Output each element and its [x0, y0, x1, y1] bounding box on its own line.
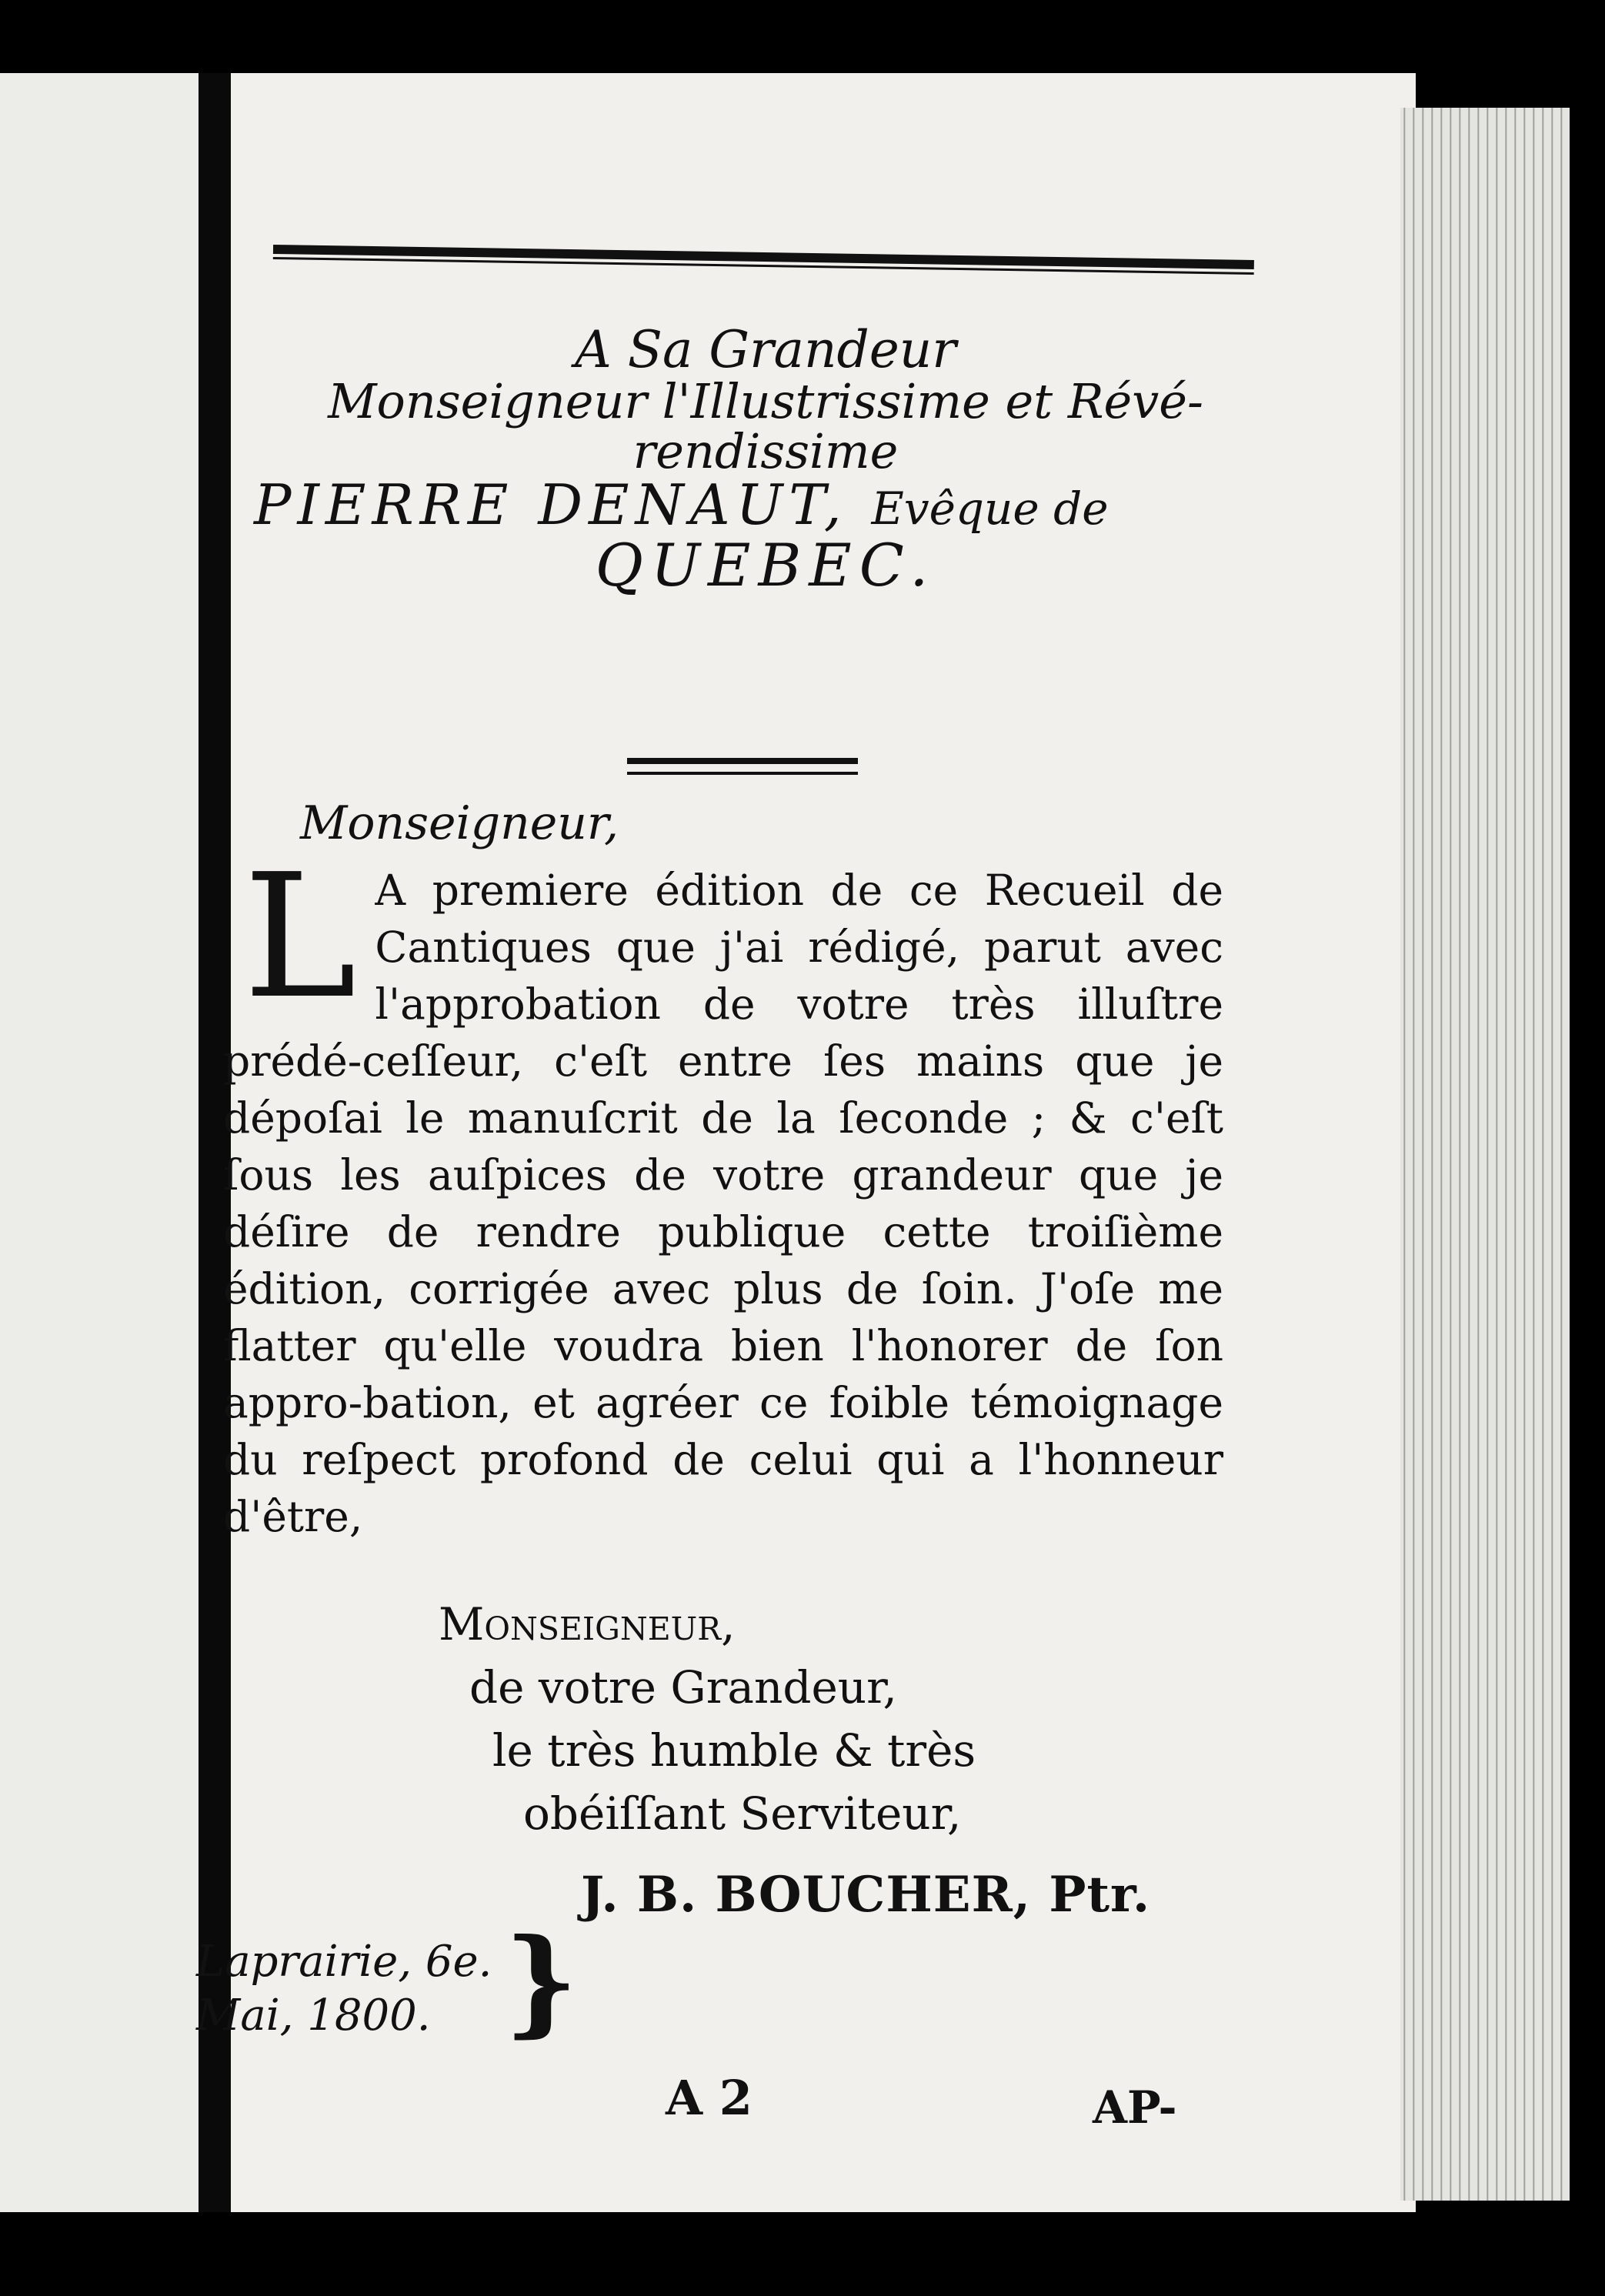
ornamental-rule: [627, 758, 858, 775]
date-line: Mai, 1800.: [196, 1991, 431, 2041]
dedication-line-3: rendissime: [632, 423, 899, 480]
facing-page-edge: [0, 73, 199, 2212]
closing-line-3: le très humble & très: [492, 1724, 976, 1777]
brace: }: [504, 1914, 579, 2049]
closing-block: [439, 1593, 976, 1845]
bishop-title: Evêque de: [871, 482, 1109, 536]
dedication-city: QUEBEC.: [595, 531, 936, 600]
drop-cap: L: [243, 838, 357, 1036]
dedication-line-4: [254, 472, 1277, 538]
signature-mark: A 2: [666, 2070, 752, 2126]
closing-line-2: de votre Grandeur,: [469, 1661, 897, 1714]
closing-line-4: obéiſſant Serviteur,: [523, 1787, 962, 1840]
bishop-name: PIERRE DENAUT,: [254, 472, 848, 538]
dedication-block: [254, 320, 1277, 600]
signature: J. B. BOUCHER, Ptr.: [581, 1866, 1151, 1924]
salutation: Monseigneur,: [300, 796, 619, 850]
place-date: [196, 1935, 492, 2043]
catchword: AP-: [1093, 2081, 1177, 2134]
dedication-line-1: A Sa Grandeur: [575, 320, 956, 379]
letter-body: [223, 838, 1223, 1545]
place-line: Laprairie, 6e.: [196, 1937, 492, 1987]
page-edges: [1400, 108, 1570, 2201]
closing-line-1: Monseigneur,: [439, 1598, 736, 1650]
letter-text: A premiere édition de ce Recueil de Cantiques que j'ai rédigé, parut avec l'approbation de votre très illuſtre prédé-ceſſeur, c'eſt entre ſes mains que je dépoſai le manuſcrit de la ſeconde ; & c'eſt ſous les auſpices de votre grandeur que je déſire de rendre publique cette troiſième édition, corrigée avec plus de ſoin. J'oſe me flatter qu'elle voudra bien l'honorer de ſon appro-bation, et agréer ce foible témoignage du reſpect profond de celui qui a l'honneur d'être,: [223, 866, 1223, 1541]
dedication-line-2: Monseigneur l'Illustrissime et Révé-: [328, 373, 1203, 430]
